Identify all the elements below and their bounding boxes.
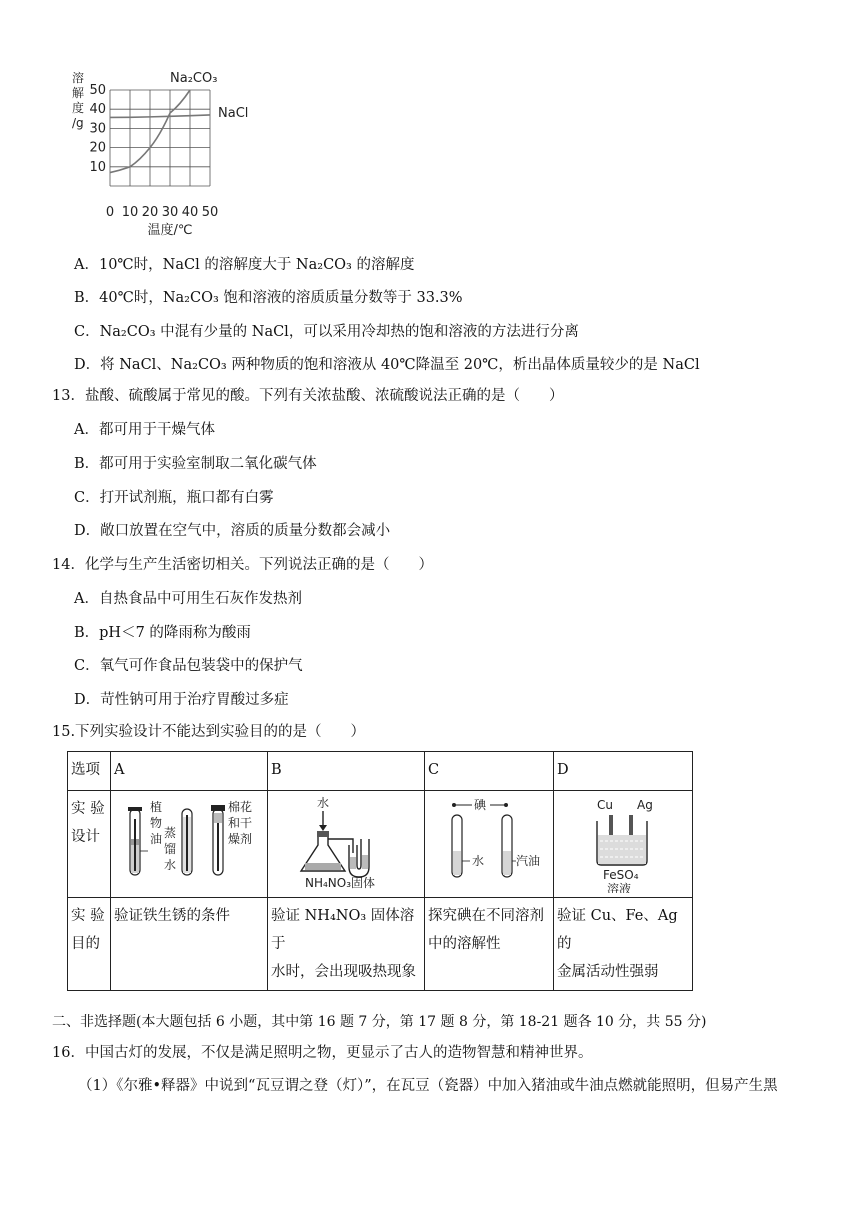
flask-u-tube-diagram [271,795,421,893]
label-cu: Cu [597,798,613,812]
purpose-c: 探究碘在不同溶剂 中的溶解性 [425,898,554,991]
purpose-b: 验证 NH₄NO₃ 固体溶于 水时，会出现吸热现象 [268,898,425,991]
y-tick-label: 30 [89,121,106,137]
q13-option-a: A．都可用于干燥气体 [74,422,215,438]
q14-stem: 14．化学与生产生活密切相关。下列说法正确的是（ ） [52,557,433,573]
row-label-design: 实 验 设计 [68,791,111,898]
design-b-cell [268,791,425,898]
design-a-cell [111,791,268,898]
q12-option-c: C．Na₂CO₃ 中混有少量的 NaCl，可以采用冷却热的饱和溶液的方法进行分离 [74,324,579,340]
y-axis-label: 溶 [72,71,85,85]
label-feso4: FeSO₄ [603,868,639,882]
label-ag: Ag [637,798,653,812]
x-tick-label: 30 [161,205,179,220]
y-axis-label: 解 [72,86,85,100]
q13-option-b: B．都可用于实验室制取二氧化碳气体 [74,456,317,472]
solubility-chart [62,68,292,238]
series-label-na2co3: Na₂CO₃ [170,71,218,86]
q13-option-c: C．打开试剂瓶，瓶口都有白雾 [74,490,274,506]
y-axis-label: /g [72,116,84,130]
y-tick-label: 20 [89,140,106,156]
q15-stem: 15.下列实验设计不能达到实验目的的是（ ） [52,724,366,740]
label-cotton-1: 棉花 [228,800,253,814]
table-header-c: C [425,752,554,791]
label-cotton-3: 燥剂 [228,832,253,846]
table-header-d: D [554,752,693,791]
y-tick-label: 40 [89,102,106,118]
label-c-water: 水 [472,854,485,868]
q13-option-d: D．敞口放置在空气中，溶质的质量分数都会减小 [74,523,391,539]
purpose-a: 验证铁生锈的条件 [111,898,268,991]
q16-part-1: （1）《尔雅•释器》中说到“瓦豆谓之登（灯）”，在瓦豆（瓷器）中加入猪油或牛油点燃就能照明，但易产生黑 [78,1078,778,1094]
purpose-d: 验证 Cu、Fe、Ag 的 金属活动性强弱 [554,898,693,991]
q13-stem: 13．盐酸、硫酸属于常见的酸。下列有关浓盐酸、浓硫酸说法正确的是（ ） [52,388,564,404]
series-line-nacl [110,115,210,117]
y-tick-label: 50 [89,83,106,98]
design-c-cell [425,791,554,898]
x-tick-label: 10 [121,205,139,220]
table-header-b: B [268,752,425,791]
label-water-3: 水 [164,858,177,872]
section-2-heading: 二、非选择题(本大题包括 6 小题，其中第 16 题 7 分，第 17 题 8 分，第 18-21 题各 10 分，共 55 分) [52,1014,707,1030]
x-tick-label: 20 [141,205,159,220]
q12-option-d: D．将 NaCl、Na₂CO₃ 两种物质的饱和溶液从 40℃降温至 20℃，析出晶体质量较少的是 NaCl [74,357,700,373]
rust-test-tubes-diagram [114,795,264,893]
x-tick-label: 40 [181,205,199,220]
label-oil-1: 植 [150,800,163,814]
iodine-solvent-diagram [428,795,550,893]
label-cotton-2: 和干 [228,816,253,830]
row-label-purpose: 实 验 目的 [68,898,111,991]
label-b-solid: NH₄NO₃固体 [305,876,376,890]
chart-canvas [62,68,292,238]
series-label-nacl: NaCl [218,105,249,121]
q14-option-c: C．氧气可作食品包装袋中的保护气 [74,658,303,674]
label-oil-3: 油 [150,832,163,846]
experiment-table [67,751,693,991]
label-water-2: 馏 [164,842,177,856]
q12-option-a: A．10℃时，NaCl 的溶解度大于 Na₂CO₃ 的溶解度 [74,257,415,273]
design-d-cell [554,791,693,898]
q12-option-b: B．40℃时，Na₂CO₃ 饱和溶液的溶质质量分数等于 33.3% [74,290,463,306]
label-gasoline: 汽油 [516,854,541,868]
x-axis-label: 温度/℃ [147,223,193,238]
label-water-1: 蒸 [164,826,177,840]
q14-option-d: D．苛性钠可用于治疗胃酸过多症 [74,692,289,708]
q16-stem: 16．中国古灯的发展，不仅是满足照明之物，更显示了古人的造物智慧和精神世界。 [52,1045,593,1061]
q14-option-a: A．自热食品中可用生石灰作发热剂 [74,591,302,607]
y-axis-label: 度 [72,101,85,115]
x-tick-label: 50 [201,205,219,220]
table-header-a: A [111,752,268,791]
y-tick-label: 10 [89,159,106,175]
q14-option-b: B．pH＜7 的降雨称为酸雨 [74,625,251,641]
x-tick-label: 0 [105,205,115,220]
label-iodine: 碘 [474,798,487,812]
table-header-option: 选项 [68,752,111,791]
label-oil-2: 物 [150,816,163,830]
label-b-water: 水 [317,796,330,810]
label-solution: 溶液 [607,882,632,893]
beaker-metals-diagram [557,795,689,893]
